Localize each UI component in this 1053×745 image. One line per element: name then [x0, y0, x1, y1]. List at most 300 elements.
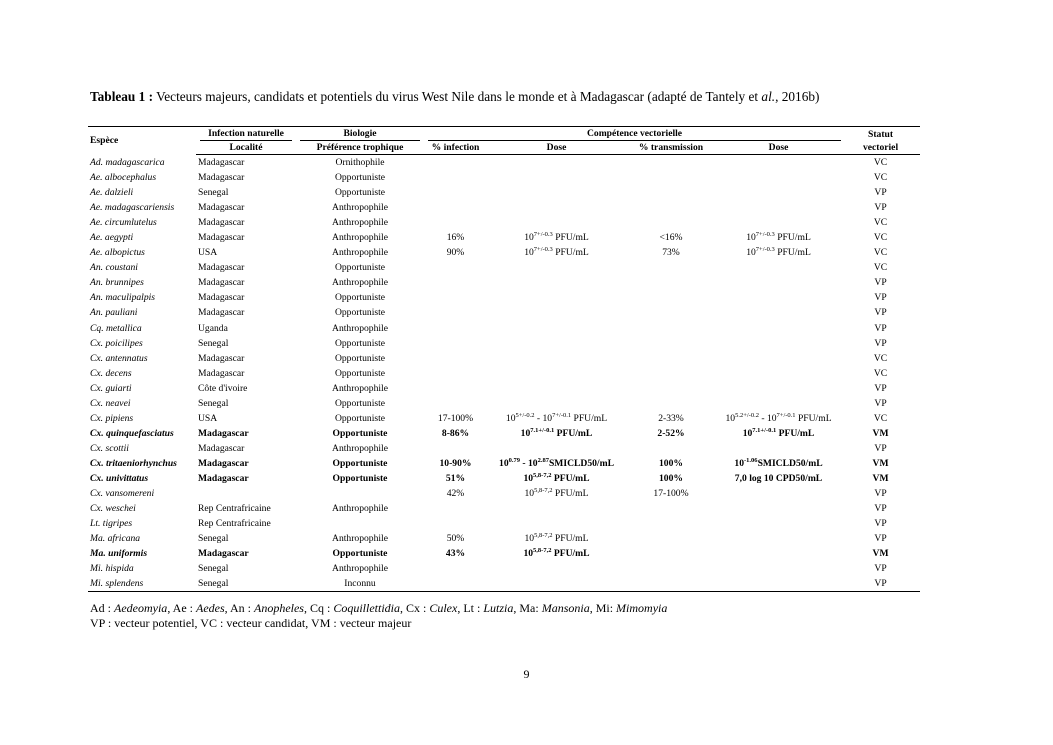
header-vectoriel: vectoriel: [841, 141, 920, 155]
transmission-dose-cell: [716, 245, 841, 260]
abbrev-code: Ae :: [172, 601, 196, 615]
infection-dose-cell: [487, 456, 626, 471]
infection-dose-base: 10: [523, 548, 534, 560]
abbrev-genus: Mansonia: [541, 601, 590, 615]
vector-status-cell: VP: [874, 337, 887, 349]
vector-status-cell: VP: [841, 576, 920, 592]
infection-dose-cell: [487, 305, 626, 320]
species-cell: Ad. madagascarica: [90, 156, 165, 168]
locality-cell: Madagascar: [198, 157, 245, 168]
abbrev-separator: ,: [457, 601, 464, 615]
infection-dose-base: 10: [524, 232, 534, 244]
transmission-dose-cell: [716, 381, 841, 396]
locality-cell: Uganda: [198, 322, 228, 334]
infection-rate-cell: 43%: [445, 548, 466, 560]
transmission-dose-cell: [716, 200, 841, 215]
locality-cell: USA: [198, 412, 218, 424]
abbrev-genus: Lutzia: [483, 601, 514, 615]
trophic-preference-cell: Anthropophile: [332, 322, 388, 334]
trophic-preference-cell: Anthropophile: [332, 202, 388, 214]
species-cell: Ae. albopictus: [90, 247, 145, 259]
table-row: [88, 486, 920, 501]
species-cell: An. brunnipes: [90, 277, 144, 289]
abbrev-separator: ,: [589, 601, 596, 615]
species-cell: Ae. albocephalus: [90, 172, 157, 184]
infection-dose-base: 10: [524, 533, 535, 545]
infection-dose-cell: [487, 411, 626, 426]
infection-dose-exponent: 7+/-0.3: [533, 231, 553, 239]
infection-rate-cell: [424, 290, 487, 305]
transmission-dose-exponent: 7.1+/-0.1: [752, 426, 777, 434]
infection-rate-cell: [424, 305, 487, 320]
table-row: [88, 155, 920, 171]
abbrev-separator: ,: [303, 601, 310, 615]
table-row: [88, 441, 920, 456]
locality-cell: Madagascar: [198, 217, 245, 229]
transmission-dose-unit: PFU/mL: [776, 427, 815, 439]
infection-rate-cell: [424, 275, 487, 290]
table-body: [88, 155, 920, 592]
infection-dose-unit: PFU/mL: [551, 548, 590, 560]
vector-status-cell: VC: [873, 262, 888, 274]
infection-rate-cell: [424, 321, 487, 336]
species-cell: Ae. aegypti: [90, 232, 134, 244]
vector-table-container: [88, 126, 920, 592]
transmission-rate-cell: [626, 260, 716, 275]
infection-rate-cell: [424, 576, 487, 592]
header-pct-infection: % infection: [424, 141, 487, 155]
locality-cell: Madagascar: [198, 352, 245, 364]
infection-dose-unit: PFU/mL: [552, 247, 589, 259]
infection-dose-base: 10: [524, 247, 534, 259]
header-localite: Localité: [196, 141, 296, 155]
locality-cell: Senegal: [198, 187, 229, 199]
table-row: [88, 576, 920, 592]
locality-cell: Côte d'ivoire: [198, 382, 248, 394]
vector-status-cell: VP: [874, 382, 887, 394]
species-cell: Cx. neavei: [90, 397, 131, 409]
infection-dose-cell: [487, 576, 626, 592]
locality-cell: Rep Centrafricaine: [198, 503, 271, 515]
infection-dose-unit: PFU/mL: [552, 232, 589, 244]
infection-dose-cell: [487, 260, 626, 275]
caption-text-after: , 2016b): [775, 89, 820, 104]
transmission-rate-cell: 2-52%: [657, 427, 685, 439]
species-cell: Ma. uniformis: [90, 548, 148, 560]
vector-status-cell: VC: [873, 352, 888, 364]
transmission-dose-exponent: 7+/-0.3: [755, 246, 775, 254]
locality-cell: Madagascar: [198, 292, 245, 304]
infection-dose-cell: [487, 471, 626, 486]
transmission-rate-cell: [626, 170, 716, 185]
trophic-preference-cell: [296, 486, 424, 501]
transmission-dose-cell: [716, 305, 841, 320]
locality-cell: Madagascar: [198, 262, 245, 274]
table-row: [88, 471, 920, 486]
transmission-dose-unit: PFU/mL: [795, 412, 832, 424]
trophic-preference-cell: Anthropophile: [332, 382, 388, 394]
abbrev-code: Mi:: [595, 601, 617, 615]
transmission-dose-cell: [716, 531, 841, 546]
transmission-dose-unit: SMICLD50/mL: [757, 457, 823, 469]
table-row: [88, 275, 920, 290]
infection-dose-cell: [487, 230, 626, 245]
abbrev-separator: ,: [513, 601, 520, 615]
transmission-dose-base: 10: [746, 232, 756, 244]
table-row: [88, 531, 920, 546]
transmission-dose-base: 10: [734, 457, 745, 469]
abbrev-genus: Culex: [429, 601, 458, 615]
trophic-preference-cell: Opportuniste: [334, 307, 386, 319]
species-cell: Cx. quinquefasciatus: [90, 427, 174, 439]
vector-status-cell: VP: [874, 202, 887, 214]
header-competence-vectorielle: Compétence vectorielle: [428, 127, 841, 141]
transmission-rate-cell: [626, 200, 716, 215]
species-cell: Cx. univittatus: [90, 472, 149, 484]
transmission-rate-cell: [626, 576, 716, 592]
transmission-dose-base: 10: [746, 247, 756, 259]
vector-status-cell: VC: [873, 217, 888, 229]
transmission-dose-base: 10: [725, 412, 736, 424]
trophic-preference-cell: Opportuniste: [334, 352, 386, 364]
vector-status-cell: VP: [874, 442, 887, 454]
transmission-dose-cell: [716, 426, 841, 441]
transmission-dose-cell: [716, 185, 841, 200]
abbrev-separator: ,: [224, 601, 230, 615]
infection-dose-cell: [487, 561, 626, 576]
trophic-preference-cell: Opportuniste: [334, 187, 386, 199]
vector-status-cell: VP: [874, 307, 887, 319]
vector-status-cell: VM: [872, 457, 889, 469]
abbrev-code: Ma:: [519, 601, 542, 615]
species-cell: Cx. vansomereni: [90, 488, 155, 500]
locality-cell: Senegal: [198, 533, 229, 545]
infection-rate-cell: 16%: [446, 232, 465, 244]
table-row: [88, 456, 920, 471]
species-cell: An. pauliani: [90, 307, 138, 319]
infection-dose-cell: [487, 321, 626, 336]
infection-dose-cell: [487, 170, 626, 185]
transmission-dose-unit: PFU/mL: [774, 247, 811, 259]
transmission-dose-cell: [716, 351, 841, 366]
transmission-rate-cell: [626, 185, 716, 200]
transmission-rate-cell: [626, 321, 716, 336]
infection-dose-unit: SMICLD50/mL: [548, 457, 614, 469]
vector-status-cell: VC: [873, 367, 888, 379]
table-row: [88, 366, 920, 381]
species-cell: Mi. splendens: [88, 576, 196, 592]
infection-rate-cell: [424, 215, 487, 230]
vector-status-cell: VM: [872, 427, 889, 439]
header-infection-naturelle: Infection naturelle: [200, 127, 292, 141]
header-espece: Espèce: [88, 127, 196, 155]
transmission-dose-cell: [716, 411, 841, 426]
table-row: [88, 381, 920, 396]
footnote-abbreviations: [90, 601, 667, 616]
vector-status-cell: VC: [873, 157, 888, 168]
transmission-dose-cell: [716, 471, 841, 486]
caption-al: al.: [761, 89, 776, 104]
locality-cell: Madagascar: [198, 548, 249, 560]
infection-rate-cell: [424, 200, 487, 215]
table-row: [88, 501, 920, 516]
trophic-preference-cell: Ornithophile: [335, 157, 385, 168]
infection-dose-exponent-2: 2.87: [537, 456, 549, 464]
infection-rate-cell: [424, 441, 487, 456]
species-cell: Cx. scottii: [90, 442, 129, 454]
transmission-rate-cell: [626, 336, 716, 351]
abbrev-code: Cx :: [406, 601, 430, 615]
species-cell: Cx. pipiens: [90, 412, 134, 424]
species-cell: Cx. poicilipes: [90, 337, 143, 349]
vector-status-cell: VM: [872, 472, 889, 484]
transmission-rate-cell: [626, 155, 716, 171]
infection-dose-mid: - 10: [534, 412, 553, 424]
trophic-preference-cell: Opportuniste: [334, 397, 386, 409]
abbrev-code: Cq :: [309, 601, 334, 615]
trophic-preference-cell: Anthropophile: [332, 533, 388, 545]
infection-rate-cell: 90%: [446, 247, 465, 259]
locality-cell: Madagascar: [198, 307, 245, 319]
infection-rate-cell: [424, 155, 487, 171]
infection-dose-cell: [487, 366, 626, 381]
vector-table: [88, 126, 920, 592]
species-cell: Lt. tigripes: [90, 518, 133, 530]
infection-rate-cell: [424, 336, 487, 351]
infection-rate-cell: [424, 396, 487, 411]
transmission-dose-cell: [716, 230, 841, 245]
abbrev-separator: ,: [167, 601, 173, 615]
table-caption: [90, 89, 819, 105]
table-row: [88, 336, 920, 351]
trophic-preference-cell: Opportuniste: [332, 548, 388, 560]
infection-dose-cell: [487, 501, 626, 516]
table-header: [88, 127, 920, 155]
table-row: [88, 200, 920, 215]
vector-status-cell: VP: [874, 533, 887, 545]
table-row: [88, 546, 920, 561]
infection-rate-cell: [424, 185, 487, 200]
trophic-preference-cell: Anthropophile: [332, 217, 388, 229]
infection-dose-cell: [487, 531, 626, 546]
transmission-rate-cell: [626, 441, 716, 456]
transmission-rate-cell: [626, 215, 716, 230]
infection-rate-cell: [424, 501, 487, 516]
transmission-dose-cell: [716, 170, 841, 185]
abbrev-genus: Aedes: [195, 601, 225, 615]
infection-dose-cell: [487, 381, 626, 396]
transmission-dose-exponent: -1.06: [744, 456, 758, 464]
species-cell: An. maculipalpis: [90, 292, 156, 304]
transmission-dose-cell: [716, 366, 841, 381]
locality-cell: Madagascar: [198, 277, 245, 289]
infection-dose-cell: [487, 185, 626, 200]
table-row: [88, 351, 920, 366]
species-cell: Cx. decens: [90, 367, 132, 379]
transmission-rate-cell: [626, 516, 716, 531]
vector-status-cell: VC: [873, 172, 888, 184]
transmission-dose-cell: [716, 501, 841, 516]
header-statut: Statut: [841, 127, 920, 142]
transmission-dose-cell: [716, 215, 841, 230]
species-cell: Mi. hispida: [90, 563, 134, 575]
trophic-preference-cell: Anthropophile: [332, 232, 388, 244]
footnote-status: VP : vecteur potentiel, VC : vecteur candidat, VM : vecteur majeur: [90, 616, 412, 630]
header-dose: Dose: [487, 141, 626, 155]
transmission-dose-cell: [716, 275, 841, 290]
vector-status-cell: VP: [874, 397, 887, 409]
infection-dose-cell: [487, 546, 626, 561]
species-cell: Ma. africana: [90, 533, 141, 545]
vector-status-cell: VP: [874, 563, 887, 575]
transmission-dose-cell: [716, 546, 841, 561]
infection-rate-cell: 10-90%: [439, 457, 472, 469]
transmission-rate-cell: [626, 501, 716, 516]
table-row: [88, 516, 920, 531]
header-pct-transmission: % transmission: [626, 141, 716, 155]
header-dose-2: Dose: [716, 141, 841, 155]
transmission-rate-cell: [626, 290, 716, 305]
header-preference-trophique: Préférence trophique: [296, 141, 424, 155]
trophic-preference-cell: Opportuniste: [332, 457, 388, 469]
transmission-rate-cell: [626, 396, 716, 411]
transmission-dose-unit: PFU/mL: [774, 232, 811, 244]
trophic-preference-cell: Anthropophile: [332, 503, 388, 515]
infection-dose-cell: [487, 396, 626, 411]
vector-status-cell: VM: [872, 548, 889, 560]
abbrev-genus: Aedeomyia: [114, 601, 168, 615]
abbrev-genus: Anopheles: [253, 601, 304, 615]
locality-cell: Madagascar: [198, 472, 249, 484]
trophic-preference-cell: Opportuniste: [332, 472, 388, 484]
table-row: [88, 230, 920, 245]
infection-dose-unit: PFU/mL: [552, 533, 589, 545]
infection-dose-exponent: 7.1+/-0.1: [530, 426, 555, 434]
table-row: [88, 245, 920, 260]
transmission-dose-cell: [716, 321, 841, 336]
transmission-rate-cell: [626, 275, 716, 290]
abbrev-separator: ,: [400, 601, 406, 615]
transmission-rate-cell: 100%: [659, 457, 683, 469]
infection-dose-exponent: 5,8-7,2: [534, 487, 553, 495]
table-row: [88, 321, 920, 336]
trophic-preference-cell: Opportuniste: [334, 262, 386, 274]
infection-dose-unit: PFU/mL: [554, 427, 593, 439]
infection-dose-cell: [487, 441, 626, 456]
infection-rate-cell: [424, 366, 487, 381]
infection-dose-mid: - 10: [519, 457, 538, 469]
infection-dose-cell: [487, 516, 626, 531]
abbrev-genus: Mimomyia: [616, 601, 668, 615]
abbrev-code: Lt :: [463, 601, 484, 615]
transmission-rate-cell: <16%: [659, 232, 683, 244]
locality-cell: Madagascar: [198, 367, 245, 379]
locality-cell: USA: [198, 247, 218, 259]
infection-rate-cell: [424, 516, 487, 531]
transmission-dose-cell: [716, 441, 841, 456]
species-cell: Cx. antennatus: [90, 352, 148, 364]
infection-rate-cell: 8-86%: [441, 427, 470, 439]
transmission-dose-cell: [716, 155, 841, 171]
transmission-rate-cell: 73%: [662, 247, 680, 259]
table-row: [88, 260, 920, 275]
locality-cell: Madagascar: [198, 457, 249, 469]
infection-dose-cell: [487, 336, 626, 351]
transmission-rate-cell: [626, 381, 716, 396]
species-cell: Cx. guiarti: [90, 382, 132, 394]
transmission-dose-cell: [716, 336, 841, 351]
table-row: [88, 290, 920, 305]
table-row: [88, 411, 920, 426]
infection-dose-exponent: 0.79: [508, 456, 520, 464]
transmission-rate-cell: [626, 561, 716, 576]
locality-cell: Madagascar: [198, 202, 245, 214]
transmission-dose-text: 7,0 log 10 CPD50/mL: [734, 472, 823, 484]
infection-dose-cell: [487, 486, 626, 501]
transmission-dose-cell: [716, 561, 841, 576]
species-cell: Ae. circumlutelus: [90, 217, 157, 229]
transmission-dose-exponent-2: 7+/-0.1: [776, 411, 796, 419]
locality-cell: Madagascar: [198, 442, 245, 454]
trophic-preference-cell: Anthropophile: [332, 563, 388, 575]
vector-status-cell: VP: [874, 503, 887, 515]
infection-dose-base: 10: [523, 472, 534, 484]
infection-rate-cell: [424, 170, 487, 185]
trophic-preference-cell: Anthropophile: [332, 442, 388, 454]
species-cell: Cx. weschei: [90, 503, 136, 515]
transmission-rate-cell: 2-33%: [658, 412, 684, 424]
vector-status-cell: VC: [873, 412, 888, 424]
transmission-dose-exponent: 5.2+/-0.2: [735, 411, 759, 419]
trophic-preference-cell: Opportuniste: [334, 367, 386, 379]
transmission-rate-cell: [626, 546, 716, 561]
infection-rate-cell: [424, 381, 487, 396]
infection-dose-cell: [487, 215, 626, 230]
locality-cell: Senegal: [198, 563, 229, 575]
trophic-preference-cell: Inconnu: [296, 576, 424, 592]
infection-dose-cell: [487, 245, 626, 260]
transmission-dose-base: 10: [742, 427, 753, 439]
locality-cell: Senegal: [198, 397, 229, 409]
vector-status-cell: VP: [874, 277, 887, 289]
transmission-dose-exponent: 7+/-0.3: [755, 231, 775, 239]
locality-cell: Madagascar: [198, 427, 249, 439]
infection-dose-exponent: 5,8-7,2: [533, 547, 552, 555]
transmission-rate-cell: [626, 351, 716, 366]
infection-rate-cell: 17-100%: [437, 412, 474, 424]
infection-rate-cell: 42%: [446, 488, 465, 500]
transmission-dose-cell: [716, 396, 841, 411]
infection-dose-unit: PFU/mL: [571, 412, 608, 424]
transmission-rate-cell: [626, 531, 716, 546]
species-cell: Cx. tritaeniorhynchus: [90, 457, 177, 469]
table-row: [88, 185, 920, 200]
vector-status-cell: VP: [874, 187, 887, 199]
table-row: [88, 305, 920, 320]
caption-label: Tableau 1 :: [90, 89, 154, 104]
trophic-preference-cell: Anthropophile: [332, 247, 388, 259]
vector-status-cell: VP: [874, 518, 887, 530]
locality-cell: [196, 486, 296, 501]
table-row: [88, 426, 920, 441]
transmission-dose-cell: [716, 516, 841, 531]
infection-dose-base: 10: [499, 457, 509, 469]
infection-dose-cell: [487, 275, 626, 290]
trophic-preference-cell: Opportuniste: [334, 337, 386, 349]
species-cell: An. coustani: [90, 262, 138, 274]
table-row: [88, 561, 920, 576]
locality-cell: Senegal: [196, 576, 296, 592]
